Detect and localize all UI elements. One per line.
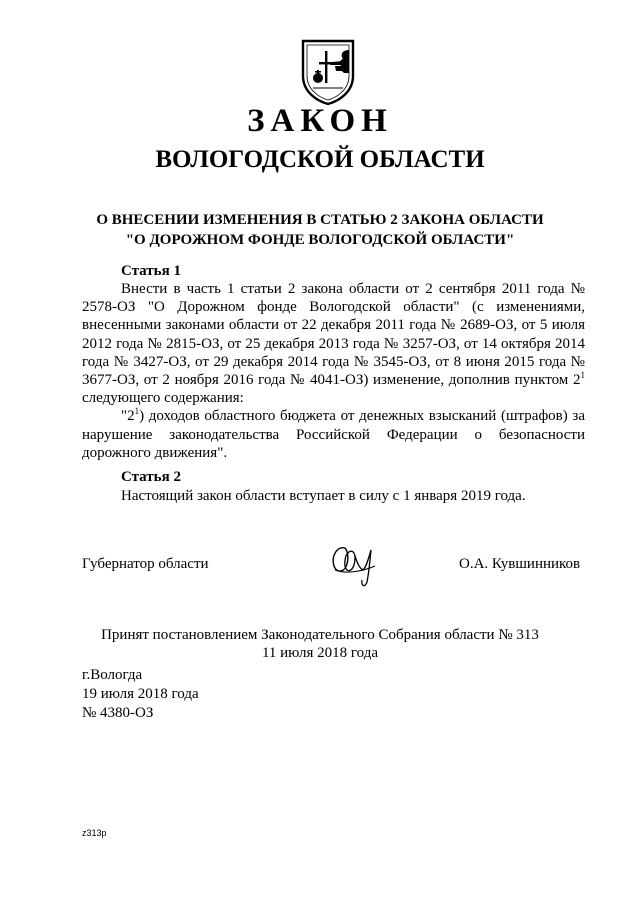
article-1-paragraph-1-text: Внести в часть 1 статьи 2 закона области от 2 сентября 2011 года № 2578-ОЗ "О Дорожном фонде Вологодской области" (с изменениями, внесенными законами области от 22 декабря 2011 года № 2689-ОЗ, от 5 июля 2012 года № 2815-ОЗ, от 25 декабря 2013 года № 3257-ОЗ, от 14 октября 2014 года № 3427-ОЗ, от 29 декабря 2014 года № 3545-ОЗ, от 8 июня 2015 года № 3677-ОЗ, от 2 ноября 2016 года № 4041-ОЗ) изменение, дополнив пунктом 2 <box>82 281 585 389</box>
superscript: 1 <box>134 406 140 417</box>
article-1-paragraph-2-text: ) доходов областного бюджета от денежных взысканий (штрафов) за нарушение законодательства Российской Федерации о безопасности дорожного движения". <box>82 408 585 461</box>
article-2-body <box>82 487 585 505</box>
article-1-paragraph-2-head: "2 <box>121 408 135 425</box>
vologda-coat-of-arms-icon <box>299 38 357 106</box>
article-1-body <box>82 280 585 462</box>
handwritten-signature-icon <box>325 536 383 590</box>
law-subject-line-2: "О ДОРОЖНОМ ФОНДЕ ВОЛОГОДСКОЙ ОБЛАСТИ" <box>125 232 515 248</box>
adoption-note <box>0 626 640 662</box>
article-2-paragraph: Настоящий закон области вступает в силу с 1 января 2019 года. <box>121 488 526 504</box>
article-1-title: Статья 1 <box>121 263 181 279</box>
governor-name: О.А. Кувшинников <box>459 556 581 572</box>
document-code: z313p <box>82 828 107 838</box>
article-1-paragraph-1 <box>82 280 585 407</box>
article-1-paragraph-2 <box>82 407 585 462</box>
article-2-title: Статья 2 <box>121 469 181 485</box>
issue-city: г.Вологда <box>82 667 143 683</box>
governor-position: Губернатор области <box>82 556 209 572</box>
law-subject-line-1: О ВНЕСЕНИИ ИЗМЕНЕНИЯ В СТАТЬЮ 2 ЗАКОНА ОБЛАСТИ <box>96 212 544 228</box>
law-subject <box>0 210 640 250</box>
superscript: 1 <box>580 370 585 381</box>
adoption-date: 11 июля 2018 года <box>261 645 379 661</box>
issue-date: 19 июля 2018 года <box>82 686 199 702</box>
law-number: № 4380-ОЗ <box>82 705 154 721</box>
issue-details <box>82 666 199 723</box>
region-title: ВОЛОГОДСКОЙ ОБЛАСТИ <box>155 146 485 173</box>
document-title: ЗАКОН <box>247 103 393 139</box>
adoption-line-1: Принят постановлением Законодательного Собрания области № 313 <box>101 627 539 643</box>
article-1-paragraph-1-tail: следующего содержания: <box>82 390 244 407</box>
